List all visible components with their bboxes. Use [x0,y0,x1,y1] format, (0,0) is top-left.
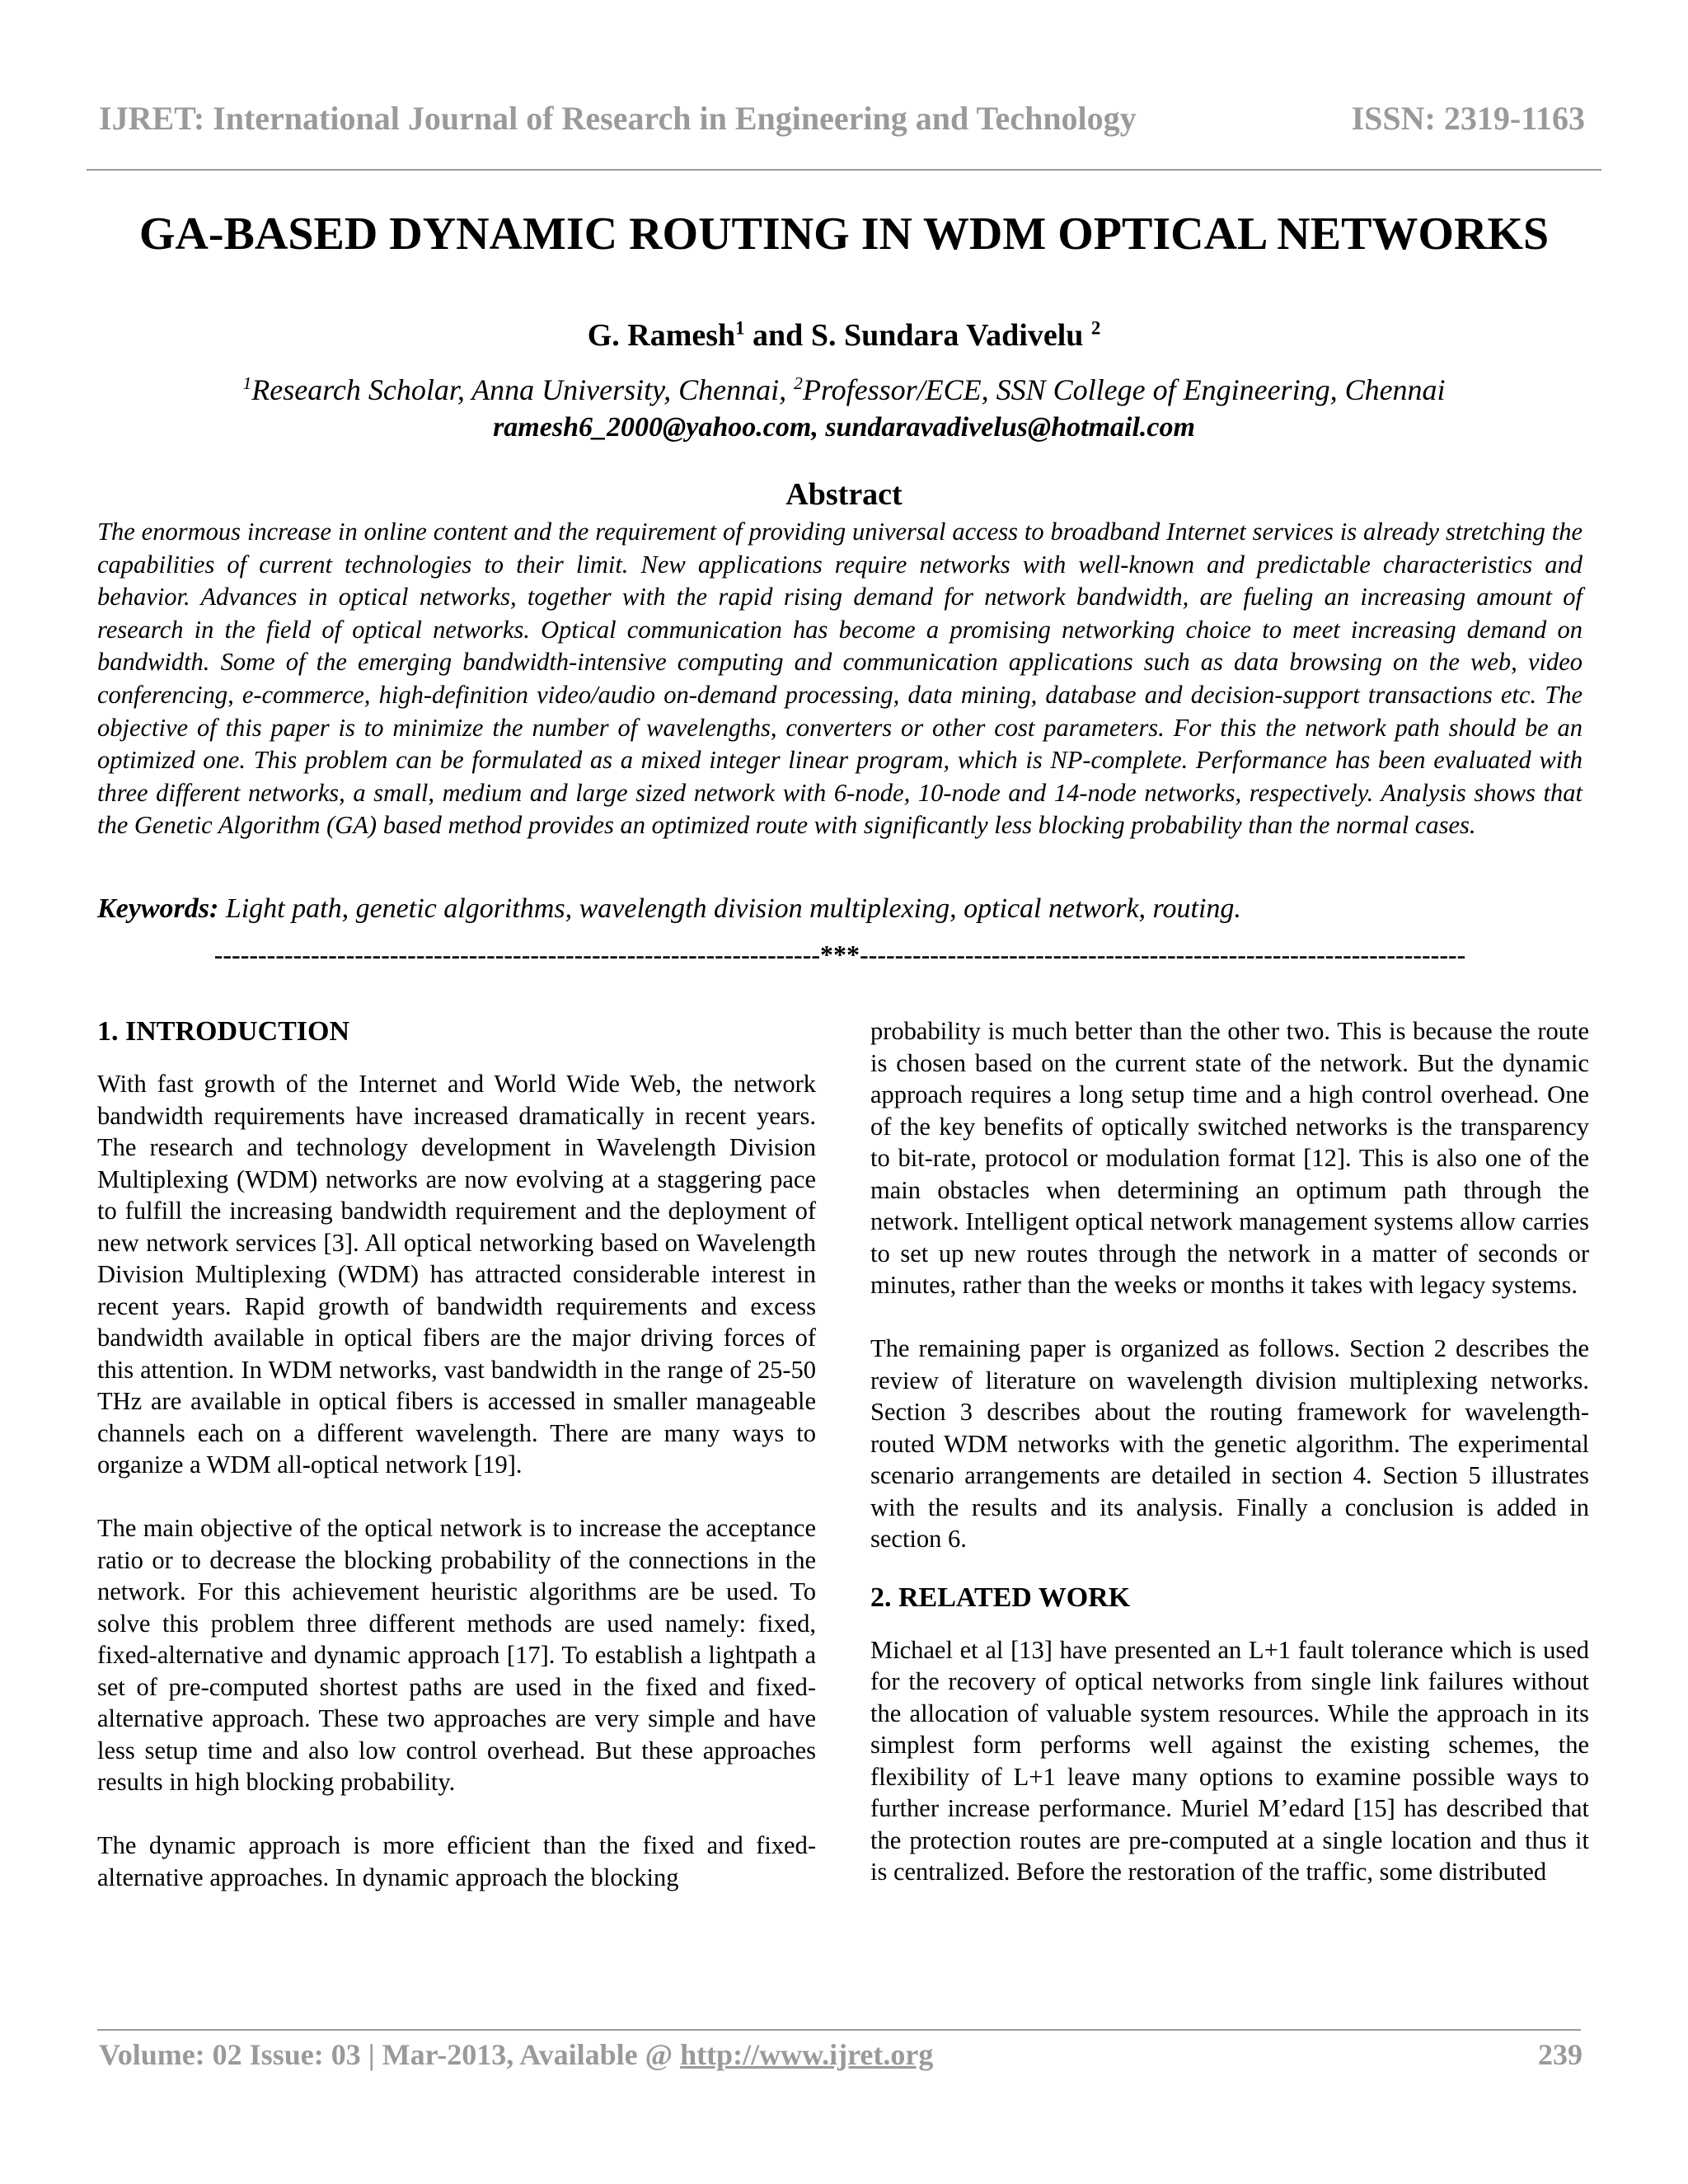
author-2: S. Sundara Vadivelu [810,318,1091,353]
author-conjunction: and [744,318,811,353]
related-work-paragraph: Michael et al [13] have presented an L+1 fault tolerance which is used for the recovery of optical networks from single link failures without the allocation of valuable system resources. While the approach in its simplest form performs well against the existing schemes, the flexibility of L+1 leave many options to examine possible ways to further increase performance. Muriel M’edard [15] has described that the protection routes are pre-computed at a single location and thus it is centralized. Before the restoration of the traffic, some distributed [870,1635,1589,1886]
intro-paragraph-3: The dynamic approach is more efficient than the fixed and fixed-alternative approaches. In dynamic approach the blocking [97,1831,816,1891]
footer-volume-text: Volume: 02 Issue: 03 | Mar-2013, Available @ [99,2038,681,2071]
intro-paragraph-1: With fast growth of the Internet and World Wide Web, the network bandwidth requirements have increased dramatically in recent years. The research and technology development in Wavelength Division Multiplexing (WDM) networks are now evolving at a staggering pace to fulfill the increasing bandwidth requirement and the deployment of new network services [3]. All optical networking based on Wavelength Division Multiplexing (WDM) has attracted considerable interest in recent years. Rapid growth of bandwidth requirements and excess bandwidth available in optical fibers are the major driving forces of this attention. In WDM networks, vast bandwidth in the range of 25-50 THz are available in optical fibers is accessed in smaller manageable channels each on a different wavelength. There are many ways to organize a WDM all-optical network [19]. [97,1070,816,1479]
author-line [0,317,1688,354]
abstract-heading: Abstract [785,477,903,512]
author-emails: ramesh6_2000@yahoo.com, sundaravadivelus@hotmail.com [493,412,1195,443]
journal-name: IJRET: International Journal of Research in Engineering and Technology [99,100,1137,137]
intro-paragraph-continued: probability is much better than the other two. This is because the route is chosen based on the current state of the network. But the dynamic approach requires a long setup time and a high control overhead. One of the key benefits of optically switched networks is the transparency to bit-rate, protocol or modulation format [12]. This is also one of the main obstacles when determining an optimum path through the network. Intelligent optical network management systems allow carries to set up new routes through the network in a matter of seconds or minutes, rather than the weeks or months it takes with legacy systems. [870,1017,1589,1299]
right-column [870,1015,1589,1888]
keywords-label: Keywords: [97,893,219,924]
affil-1-marker: 1 [242,373,252,393]
affiliation-2: Professor/ECE, SSN College of Engineering, Chennai [802,373,1446,406]
affiliations [0,373,1688,407]
intro-paragraph-organization: The remaining paper is organized as follows. Section 2 describes the review of literature on wavelength division multiplexing networks. Section 3 describes about the routing framework for wavelength-routed WDM networks with the genetic algorithm. The experimental scenario arrangements are detailed in section 4. Section 5 illustrates with the results and its analysis. Finally a conclusion is added in section 6. [870,1334,1589,1553]
left-column [97,1015,816,1893]
header-divider [87,169,1601,171]
affiliation-1: Research Scholar, Anna University, Chennai, [251,373,795,406]
section-separator: ---------------------------------------------------------------------***--------------------------------------------------------------------- [213,940,1466,969]
abstract-text: The enormous increase in online content and the requirement of providing universal access to broadband Internet services is already stretching the capabilities of current technologies to their limit. New applications require networks with well-known and predictable characteristics and behavior. Advances in optical networks, together with the rapid rising demand for network bandwidth, are fueling an increasing amount of research in the field of optical networks. Optical communication has become a promising networking choice to meet increasing demand on bandwidth. Some of the emerging bandwidth-intensive computing and communication applications such as data browsing on the web, video conferencing, e-commerce, high-definition video/audio on-demand processing, data mining, database and decision-support transactions etc. The objective of this paper is to minimize the number of wavelengths, converters or other cost parameters. For this the network path should be an optimized one. This problem can be formulated as a mixed integer linear program, which is NP-complete. Performance has been evaluated with three different networks, a small, medium and large sized network with 6-node, 10-node and 14-node networks, respectively. Analysis shows that the Genetic Algorithm (GA) based method provides an optimized route with significantly less blocking probability than the normal cases. [97,518,1582,840]
intro-paragraph-2: The main objective of the optical network is to increase the acceptance ratio or to decrease the blocking probability of the connections in the network. For this achievement heuristic algorithms are be used. To solve this problem three different methods are used namely: fixed, fixed-alternative and dynamic approach [17]. To establish a lightpath a set of pre-computed shortest paths are used in the fixed and fixed-alternative approach. These two approaches are very simple and have less setup time and also low control overhead. But these approaches results in high blocking probability. [97,1514,816,1796]
author-1: G. Ramesh [587,318,736,353]
keywords [97,893,1582,925]
related-work-heading: 2. RELATED WORK [870,1582,1131,1613]
introduction-heading: 1. INTRODUCTION [97,1016,350,1047]
affil-2-marker: 2 [794,373,803,393]
footer-divider [97,2029,1581,2031]
issn: ISSN: 2319-1163 [1351,100,1585,137]
author-2-marker: 2 [1090,317,1101,339]
page-number: 239 [1538,2038,1582,2071]
paper-title: GA-BASED DYNAMIC ROUTING IN WDM OPTICAL NETWORKS [138,209,1550,260]
author-1-marker: 1 [735,317,745,339]
footer-volume-info [99,2037,933,2072]
journal-url-link[interactable]: http://www.ijret.org [680,2038,934,2071]
keywords-text: Light path, genetic algorithms, wavelength division multiplexing, optical network, routing. [218,893,1241,924]
